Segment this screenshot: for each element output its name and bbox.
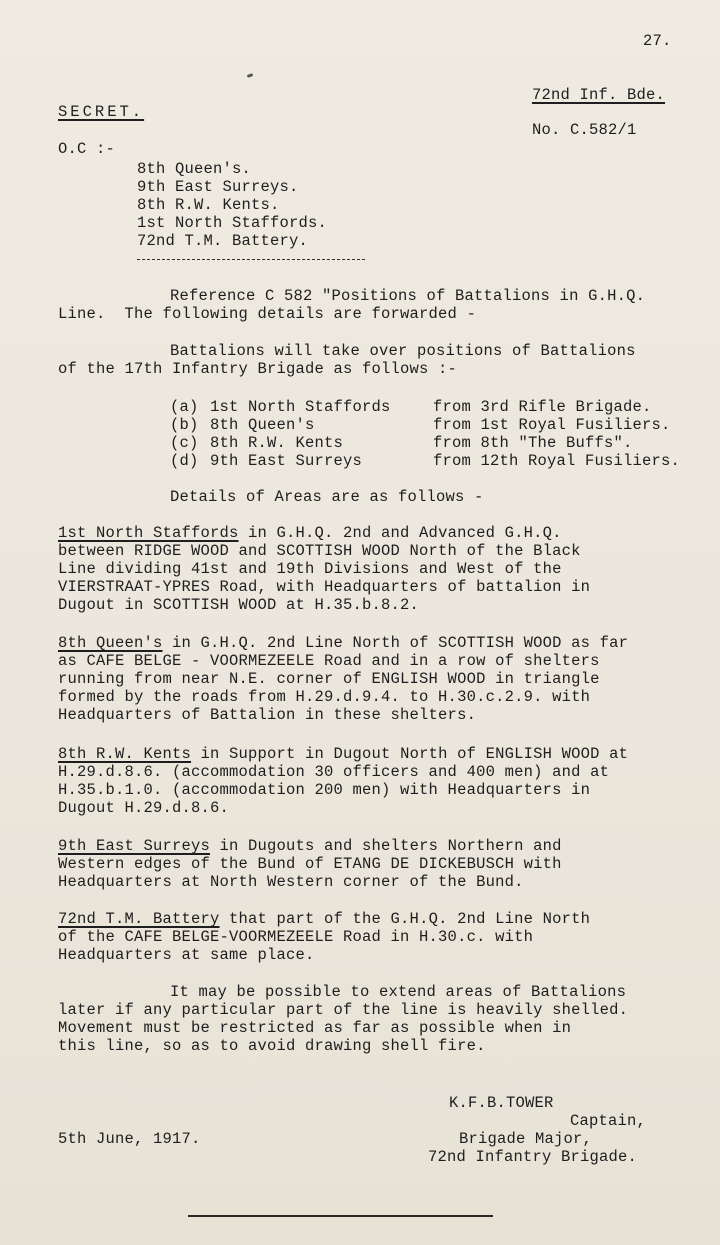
takeover-from: from 12th Royal Fusiliers. <box>433 452 681 470</box>
area-line: H.29.d.8.6. (accommodation 30 officers and 400 men) and at <box>58 763 610 781</box>
addressee-label: O.C :- <box>58 140 116 158</box>
takeover-from: from 8th "The Buffs". <box>433 434 633 452</box>
signatory-appointment: Brigade Major, <box>459 1130 593 1148</box>
area-paragraph <box>58 910 590 928</box>
addressee-item: 72nd T.M. Battery. <box>137 232 309 250</box>
signatory-name: K.F.B.TOWER <box>449 1094 554 1112</box>
signatory-formation: 72nd Infantry Brigade. <box>428 1148 638 1166</box>
intro-paragraph-line: of the 17th Infantry Brigade as follows :- <box>58 360 458 378</box>
area-line: H.35.b.1.0. (accommodation 200 men) with Headquarters in <box>58 781 591 799</box>
area-line-text: in Dugouts and shelters Northern and <box>210 837 562 855</box>
areas-intro: Details of Areas are as follows - <box>170 488 484 506</box>
document-date: 5th June, 1917. <box>58 1130 201 1148</box>
classification: SECRET. <box>58 103 145 121</box>
takeover-from: from 1st Royal Fusiliers. <box>433 416 671 434</box>
area-line: Dugout in SCOTTISH WOOD at H.35.b.8.2. <box>58 596 420 614</box>
closing-paragraph-line: Movement must be restricted as far as possible when in <box>58 1019 572 1037</box>
signatory-rank: Captain, <box>570 1112 647 1130</box>
area-unit-heading: 1st North Staffords <box>58 524 239 542</box>
area-line: VIERSTRAAT-YPRES Road, with Headquarters of battalion in <box>58 578 591 596</box>
page-number: 27. <box>643 32 672 50</box>
area-unit-heading: 9th East Surreys <box>58 837 211 855</box>
area-line: formed by the roads from H.29.d.9.4. to H.30.c.2.9. with <box>58 688 591 706</box>
area-line: Dugout H.29.d.8.6. <box>58 799 230 817</box>
area-line: Headquarters of Battalion in these shelters. <box>58 706 477 724</box>
addressee-divider <box>137 259 365 260</box>
area-line: as CAFE BELGE - VOORMEZEELE Road and in a row of shelters <box>58 652 600 670</box>
addressee-item: 1st North Staffords. <box>137 214 328 232</box>
area-line: Headquarters at same place. <box>58 946 315 964</box>
area-unit-heading: 8th Queen's <box>58 634 163 652</box>
brigade-label: 72nd Inf. Bde. <box>532 86 666 104</box>
intro-paragraph-line: Battalions will take over positions of Battalions <box>170 342 636 360</box>
reference-paragraph-line: Reference C 582 "Positions of Battalions in G.H.Q. <box>170 287 646 305</box>
area-line: Western edges of the Bund of ETANG DE DICKEBUSCH with <box>58 855 562 873</box>
takeover-unit: 1st North Staffords <box>210 398 391 416</box>
area-unit-heading: 8th R.W. Kents <box>58 745 192 763</box>
area-line-text: that part of the G.H.Q. 2nd Line North <box>219 910 591 928</box>
takeover-unit: 8th R.W. Kents <box>210 434 344 452</box>
closing-paragraph-line: later if any particular part of the line is heavily shelled. <box>58 1001 629 1019</box>
area-line-text: in G.H.Q. 2nd and Advanced G.H.Q. <box>238 524 562 542</box>
area-paragraph <box>58 634 628 652</box>
area-line: of the CAFE BELGE-VOORMEZEELE Road in H.30.c. with <box>58 928 534 946</box>
area-line-text: in G.H.Q. 2nd Line North of SCOTTISH WOOD as far <box>162 634 629 652</box>
closing-paragraph-line: It may be possible to extend areas of Battalions <box>170 983 627 1001</box>
addressee-item: 9th East Surreys. <box>137 178 299 196</box>
takeover-letter: (c) <box>170 434 199 452</box>
reference-paragraph-line: Line. The following details are forwarded - <box>58 305 477 323</box>
takeover-letter: (b) <box>170 416 199 434</box>
area-paragraph <box>58 837 562 855</box>
reference-number: No. C.582/1 <box>532 121 637 139</box>
takeover-unit: 8th Queen's <box>210 416 315 434</box>
takeover-letter: (a) <box>170 398 199 416</box>
ink-mark <box>247 73 254 78</box>
area-line: Headquarters at North Western corner of the Bund. <box>58 873 524 891</box>
area-line: Line dividing 41st and 19th Divisions and West of the <box>58 560 562 578</box>
area-paragraph <box>58 745 628 763</box>
closing-rule <box>188 1215 493 1217</box>
area-line: between RIDGE WOOD and SCOTTISH WOOD North of the Black <box>58 542 581 560</box>
addressee-item: 8th Queen's. <box>137 160 252 178</box>
area-paragraph <box>58 524 562 542</box>
area-line: running from near N.E. corner of ENGLISH WOOD in triangle <box>58 670 600 688</box>
area-line-text: in Support in Dugout North of ENGLISH WOOD at <box>191 745 629 763</box>
takeover-unit: 9th East Surreys <box>210 452 363 470</box>
area-unit-heading: 72nd T.M. Battery <box>58 910 220 928</box>
takeover-from: from 3rd Rifle Brigade. <box>433 398 652 416</box>
addressee-item: 8th R.W. Kents. <box>137 196 280 214</box>
takeover-letter: (d) <box>170 452 199 470</box>
closing-paragraph-line: this line, so as to avoid drawing shell fire. <box>58 1037 486 1055</box>
